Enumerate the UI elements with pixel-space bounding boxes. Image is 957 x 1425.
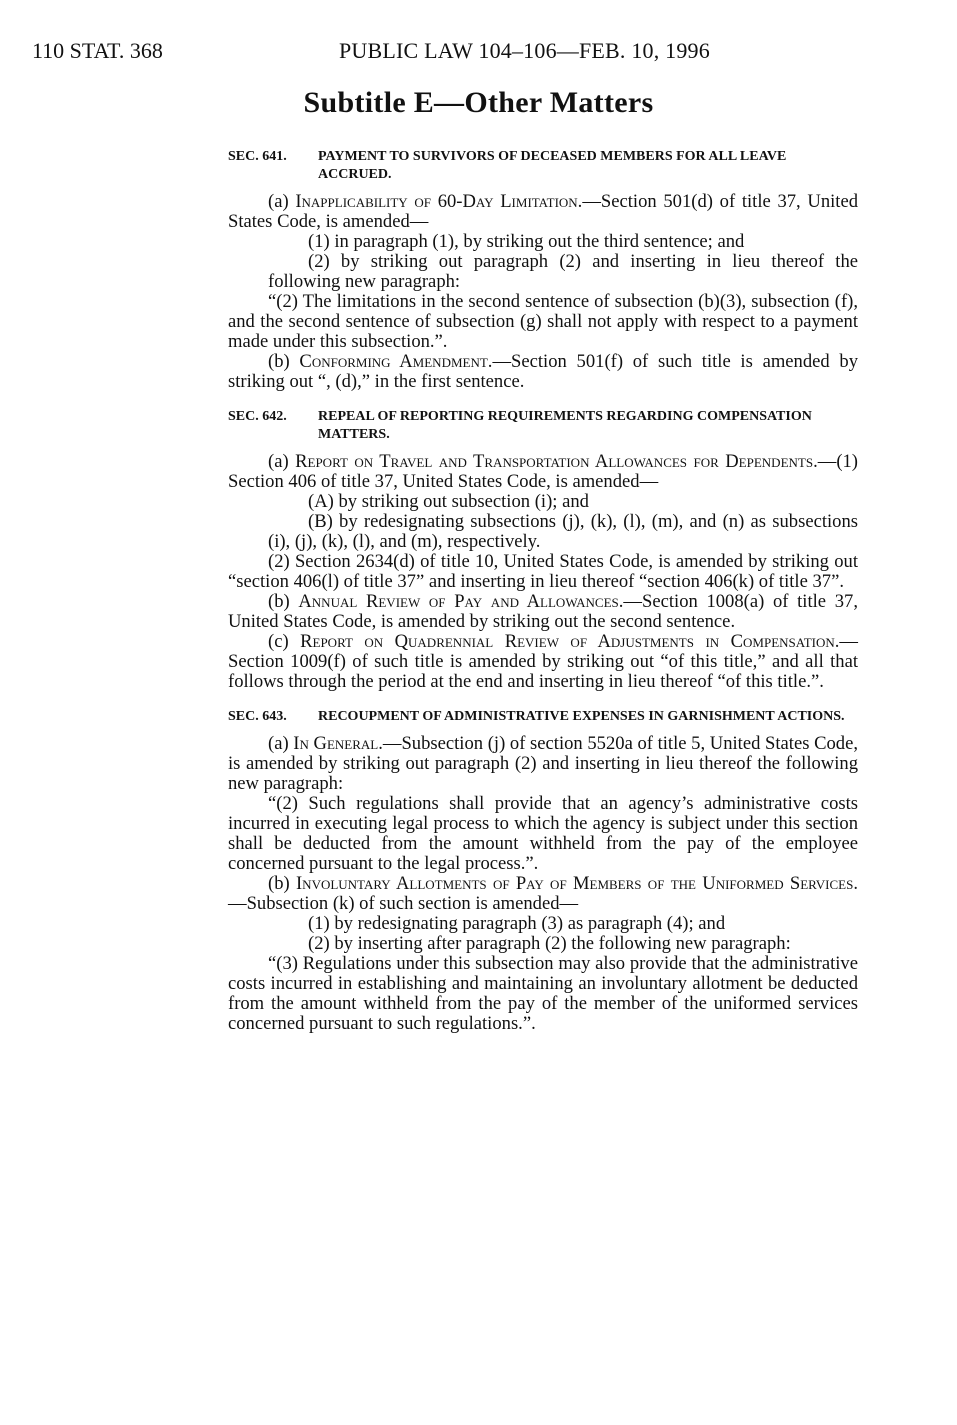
section-641-heading — [228, 148, 858, 184]
section-641-subsection-a — [228, 192, 858, 232]
subsection-text: —Section 1008(a) of title 37, United States Code, is amended by striking out the second sentence. — [228, 591, 858, 632]
subsection-label: (a) — [268, 191, 296, 212]
subsection-label: (b) — [268, 873, 296, 894]
subsection-text: —Section 1009(f) of such title is amended by striking out “of this title,” and all that follows through the period at the end and inserting in lieu thereof “of this title.”. — [228, 631, 858, 692]
section-643-heading — [228, 708, 858, 726]
section-642-heading — [228, 408, 858, 444]
subsection-label: (c) — [268, 631, 301, 652]
paragraph: (1) in paragraph (1), by striking out the third sentence; and — [308, 231, 745, 252]
section-643-subsection-a — [228, 734, 858, 794]
quoted-paragraph: “(2) The limitations in the second sentence of subsection (b)(3), subsection (f), and the second sentence of subsection (g) shall not apply with respect to a payment made under this subsection.”. — [228, 291, 858, 352]
subsection-heading: Conforming Amendment. — [299, 351, 493, 372]
subsection-label: (b) — [268, 591, 299, 612]
statute-page-number: 110 STAT. 368 — [32, 38, 163, 63]
section-number: SEC. 642. — [228, 409, 287, 424]
subsection-heading: Inapplicability of 60-Day Limitation. — [295, 191, 583, 212]
section-641-subsection-b — [228, 352, 858, 392]
subsection-label: (b) — [268, 351, 300, 372]
section-title: PAYMENT TO SURVIVORS OF DECEASED MEMBERS FOR ALL LEAVE ACCRUED. — [318, 149, 787, 182]
subsection-heading: Annual Review of Pay and Allowances. — [298, 591, 624, 612]
document-body — [228, 148, 858, 1034]
section-642-subsection-a — [228, 452, 858, 492]
subsection-text: —Subsection (j) of section 5520a of title 5, United States Code, is amended by striking out paragraph (2) and inserting in lieu thereof the following new paragraph: — [228, 733, 858, 794]
page-header — [32, 38, 917, 66]
subsection-text: —Section 501(d) of title 37, United States Code, is amended— — [228, 191, 858, 232]
paragraph: (B) by redesignating subsections (j), (k), (l), (m), and (n) as subsections (i), (j), (k), (l), and (m), respectively. — [268, 511, 858, 552]
quoted-paragraph: “(3) Regulations under this subsection may also provide that the administrative costs incurred in establishing and maintaining an involuntary allotment be deducted from the amount withheld from the pay of the member of the uniformed services concerned pursuant to such regulations.”. — [228, 953, 858, 1034]
paragraph: (2) Section 2634(d) of title 10, United States Code, is amended by striking out “section 406(l) of title 37” and inserting in lieu thereof “section 406(k) of title 37”. — [228, 551, 858, 592]
public-law-citation: PUBLIC LAW 104–106—FEB. 10, 1996 — [339, 38, 710, 63]
subsection-heading: Involuntary Allotments of Pay of Members of the Uniformed Services. — [295, 873, 858, 894]
section-number: SEC. 641. — [228, 149, 287, 164]
section-number: SEC. 643. — [228, 709, 287, 724]
subsection-text: —Section 501(f) of such title is amended by striking out “, (d),” in the first sentence. — [228, 351, 859, 392]
paragraph: (1) by redesignating paragraph (3) as paragraph (4); and — [308, 913, 726, 934]
section-642-subsection-b — [228, 592, 858, 632]
paragraph: (2) by striking out paragraph (2) and inserting in lieu thereof the following new paragraph: — [268, 251, 858, 292]
paragraph: (A) by striking out subsection (i); and — [308, 491, 589, 512]
subsection-label: (a) — [268, 733, 294, 754]
quoted-paragraph: “(2) Such regulations shall provide that an agency’s administrative costs incurred in executing legal process to which the agency is subject under this section shall be deducted from the amount withheld from the pay of the employee concerned pursuant to the legal process.”. — [228, 793, 858, 874]
subsection-label: (a) — [268, 451, 296, 472]
subsection-heading: In General. — [293, 733, 383, 754]
section-title: REPEAL OF REPORTING REQUIREMENTS REGARDING COMPENSATION MATTERS. — [318, 409, 812, 442]
subsection-heading: Report on Quadrennial Review of Adjustments in Compensation. — [300, 631, 840, 652]
subsection-text: —Subsection (k) of such section is amended— — [228, 893, 579, 914]
subsection-heading: Report on Travel and Transportation Allowances for Dependents. — [295, 451, 818, 472]
paragraph: (2) by inserting after paragraph (2) the following new paragraph: — [308, 933, 791, 954]
section-title: RECOUPMENT OF ADMINISTRATIVE EXPENSES IN GARNISHMENT ACTIONS. — [318, 709, 845, 724]
subtitle-heading: Subtitle E—Other Matters — [303, 86, 654, 119]
subsection-text: —(1) Section 406 of title 37, United States Code, is amended— — [228, 451, 858, 492]
section-643-subsection-b — [228, 874, 858, 914]
section-642-subsection-c — [228, 632, 858, 692]
